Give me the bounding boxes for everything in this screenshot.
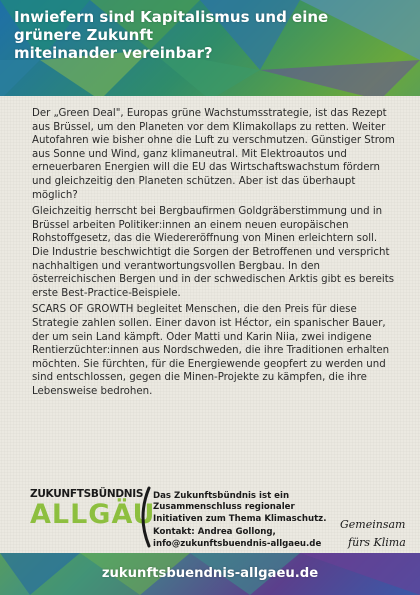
page-headline (14, 8, 394, 62)
signature-line-2: fürs Klima (348, 536, 406, 549)
headline-line-2: miteinander vereinbar? (14, 44, 213, 62)
paragraph-green-deal: Der „Green Deal", Europas grüne Wachstumsstrategie, ist das Rezept aus Brüssel, um den Planeten vor dem Klimakollaps zu retten. Weiter Autofahren wie bisher ohne die Luft zu verschmutzen. Günstiger Strom aus Sonne und Wind, ganz klimaneutral. Mit Elektroautos und erneuerbaren Energien will die EU das Wirtschaftswachstum fördern und gleichzeitig den Planeten schützen. Aber ist das überhaupt möglich? (32, 108, 395, 201)
bracket-icon (133, 486, 153, 548)
body-text (32, 107, 395, 401)
paragraph-mining: Gleichzeitig herrscht bei Bergbaufirmen Goldgräberstimmung und in Brüssel arbeiten Politiker:innen an einem neuen europäischen Rohstoffgesetz, das die Wiedereröffnung von Minen erleichtern soll. Die Industrie beschwichtigt die Sorgen der Betroffenen und verspricht nachhaltigen und verantwortungsvollen Bergbau. In den österreichischen Bergen und in der schwedischen Arktis gibt es bereits erste Best-Practice-Beispiele. (32, 206, 395, 299)
logo-line-1: ZUKUNFTSBÜNDNIS (30, 488, 144, 500)
website-link[interactable]: zukunftsbuendnis-allgaeu.de (101, 566, 319, 581)
paragraph-scars-of-growth: SCARS OF GROWTH begleitet Menschen, die den Preis für diese Strategie zahlen sollen. Einer davon ist Héctor, ein spanischer Bauer, der um sein Land kämpft. Oder Matti und Karin Niia, zwei indigene Rentierzüchter:innen aus Nordschweden, die ihre Traditionen erhalten möchten. Sie fürchten, für die Energiewende geopfert zu werden und sind entschlossen, gegen die Minen-Projekte zu kämpfen, die ihre Lebensweise bedrohen. (32, 304, 390, 397)
signature-line-1: Gemeinsam (340, 518, 406, 531)
zukunftsbuendnis-logo (30, 488, 156, 548)
info-description: Das Zukunftsbündnis ist ein Zusammenschluss regionaler Initiativen zum Thema Klimaschutz. (153, 491, 327, 524)
headline-line-1: Inwiefern sind Kapitalismus und eine grünere Zukunft (14, 8, 329, 44)
logo-line-2: ALLGÄU (30, 499, 156, 530)
signature-handwriting (334, 510, 412, 556)
footer-info (153, 491, 343, 552)
info-contact: Kontakt: Andrea Gollong, info@zukunftsbuendnis-allgaeu.de (153, 527, 322, 549)
